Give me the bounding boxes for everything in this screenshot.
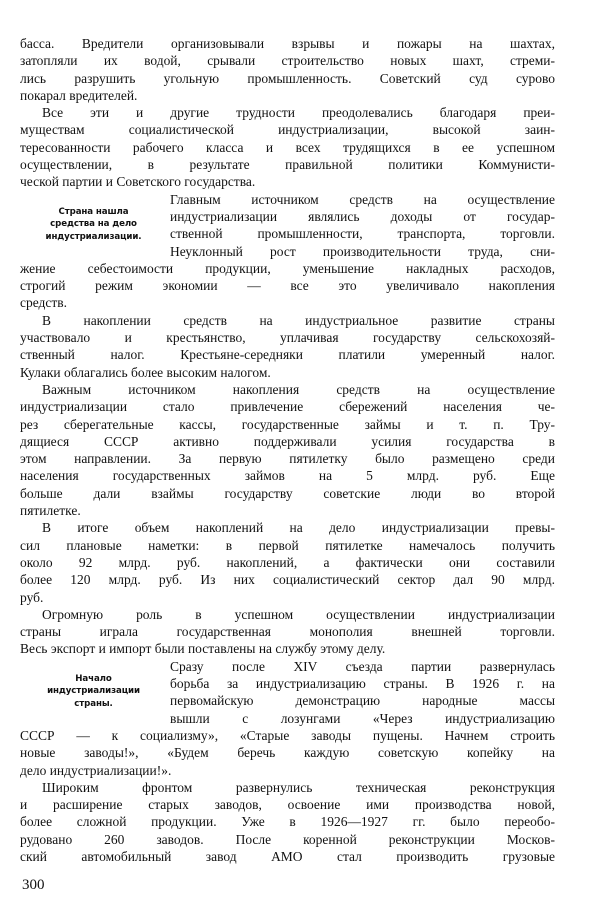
margin-note-line: страны. [74,698,113,709]
margin-note-start [20,673,167,710]
text-line: жение себестоимости продукции, уменьшение накладных расходов, [20,260,555,276]
text-line: рез сберегательные кассы, государственные займы и т. п. Тру- [20,416,555,432]
text-line: рудовано 260 заводов. После коренной реконструкции Москов- [20,831,555,847]
text-line: Важным источником накопления средств на осуществление [42,381,555,397]
text-line: Все эти и другие трудности преодолевались благодаря преи- [42,105,555,121]
text-line: сил плановые наметки: в первой пятилетке намечалось получить [20,537,555,553]
text-line: осуществлении, в результате правильной политики Коммунисти- [20,157,555,173]
text-line: ский автомобильный завод АМО стал производить грузовые [20,849,555,864]
text-line: затопляли их водой, срывали строительство новых шахт, стреми- [20,53,555,69]
text-line: Огромную роль в успешном осуществлении индустриализации [42,606,555,622]
text-line: больше дали взаймы государству советские люди во второй [20,485,555,501]
margin-note-line: индустриализации. [45,231,142,242]
text-line: вышли с лозунгами «Через индустриализацию [170,710,555,726]
text-line: борьба за индустриализацию страны. В 1926 г. на [170,676,555,692]
margin-note-line: Начало [75,674,112,685]
text-line: этом направлении. За первую пятилетку было размещено среди [20,451,555,467]
text-line: первомайскую демонстрацию народные массы [170,693,555,709]
margin-note-line: индустриализации [47,686,140,697]
text-line: более сложной продукции. Уже в 1926—1927 гг. было переобо- [20,814,555,830]
text-line: муществам социалистической индустриализации, высокой заин- [20,122,555,138]
text-line: ческой партии и Советского государства. [20,174,256,190]
text-line: индустриализации являлись доходы от государ- [170,208,555,224]
margin-note-line: Страна нашла [58,206,129,217]
text-line: страны играла государственная монополия внешней торговли. [20,624,555,640]
text-line: участвовало и крестьянство, уплачивая государству сельскохозяй- [20,330,555,346]
text-line: ственный налог. Крестьяне-середняки платили умеренный налог. [20,347,555,363]
text-line: Главным источником средств на осуществление [170,191,555,207]
text-line: дящиеся СССР активно поддерживали усилия государства в [20,433,555,449]
text-line: ственной промышленности, транспорта, торговли. [170,226,555,242]
text-line: Широким фронтом развернулись техническая реконструкция [42,779,555,795]
text-line: В итоге объем накоплений на дело индустриализации превы- [42,520,555,536]
text-line: СССР — к социализму», «Старые заводы пущены. Начнем строить [20,727,555,743]
text-line: тересованности рабочего класса и всех трудящихся в ее успешном [20,139,555,155]
text-line: и расширение старых заводов, освоение ими производства новой, [20,797,555,813]
page-number: 300 [22,877,45,893]
text-line: пятилетке. [20,503,81,519]
margin-note-line: средства на дело [50,219,137,230]
text-line: населения государственных займов на 5 млрд. руб. Еще [20,468,555,484]
text-line: новые заводы!», «Будем беречь каждую советскую копейку на [20,745,555,761]
text-line: басса. Вредители организовывали взрывы и пожары на шахтах, [20,36,555,51]
text-line: Весь экспорт и импорт были поставлены на службу этому делу. [20,641,386,657]
text-line: строгий режим экономии — все это увеличивало накопления [20,278,555,294]
text-line: покарал вредителей. [20,87,138,103]
margin-note-funds [20,206,167,243]
text-line: индустриализации стало привлечение сбережений населения че- [20,399,555,415]
text-line: руб. [20,589,44,605]
text-line: средств. [20,295,68,311]
text-line: В накоплении средств на индустриальное развитие страны [42,312,555,328]
text-line: дело индустриализации!». [20,762,172,778]
text-line: лись разрушить угольную промышленность. Советский суд сурово [20,70,555,86]
text-line: Неуклонный рост производительности труда, сни- [170,243,555,259]
text-line: около 92 млрд. руб. накоплений, а фактически они составили [20,554,555,570]
text-line: более 120 млрд. руб. Из них социалистический сектор дал 90 млрд. [20,572,555,588]
text-line: Сразу после XIV съезда партии развернулась [170,658,555,674]
text-line: Кулаки облагались более высоким налогом. [20,364,271,380]
